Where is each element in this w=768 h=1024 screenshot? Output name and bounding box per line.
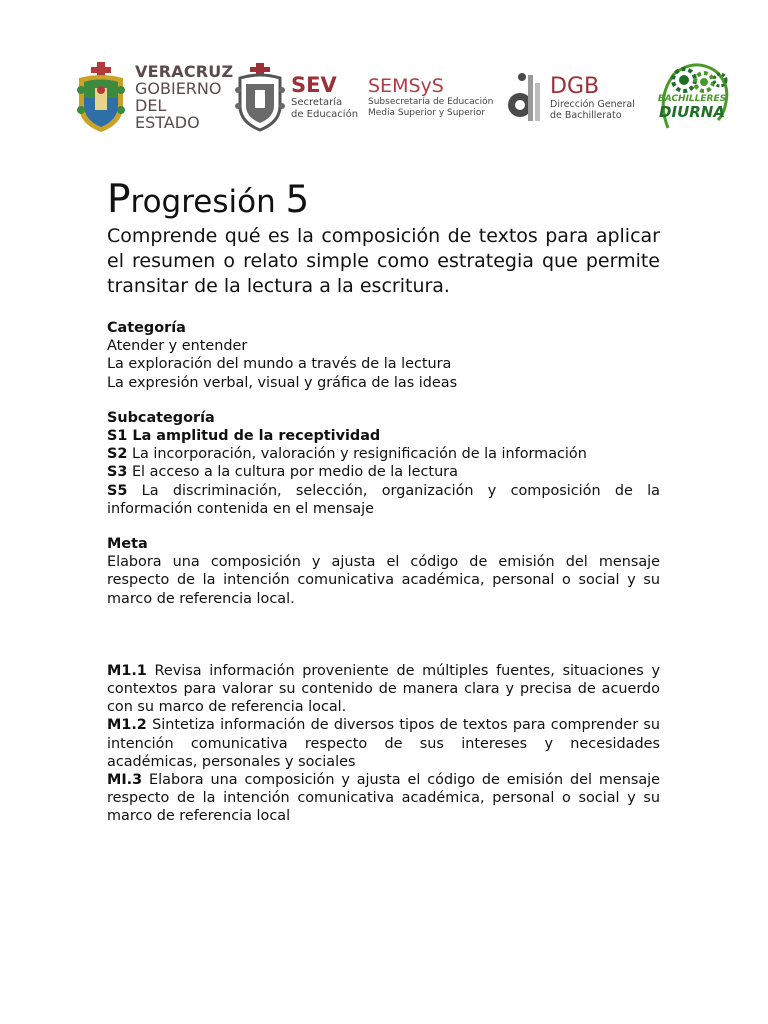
- meta-code: MI.3: [107, 772, 143, 789]
- logo-veracruz: [73, 58, 233, 136]
- meta-item-text: Elabora una composición y ajusta el código de emisión del mensaje respecto de la intención comunicativa académica, personal o social y su marco de referencia local: [107, 772, 660, 825]
- categoria-item: Atender y entender: [107, 338, 248, 355]
- veracruz-line3: DEL ESTADO: [135, 96, 200, 132]
- semsys-line1: Subsecretaría de Educación: [368, 97, 494, 107]
- logo-bachilleres-diurna: [648, 58, 734, 136]
- meta-code: M1.1: [107, 662, 147, 679]
- subcategoria-code: S3: [107, 464, 128, 481]
- veracruz-line2: GOBIERNO: [135, 79, 222, 98]
- subcategoria-item: [107, 482, 660, 518]
- subcategoria-text: La amplitud de la receptividad: [127, 428, 381, 445]
- logo-sev: [233, 58, 368, 136]
- diurna-line2: DIURNA: [659, 103, 725, 121]
- meta-text: Elabora una composición y ajusta el código de emisión del mensaje respecto de la intención comunicativa académica, personal o social y su marco de referencia local.: [107, 554, 660, 607]
- subcategoria-item: [107, 463, 660, 481]
- semsys-line2: Media Superior y Superior: [368, 108, 486, 118]
- meta-heading: Meta: [107, 536, 148, 553]
- subcategoria-text: La discriminación, selección, organización y composición de la información contenida en el mensaje: [107, 482, 660, 517]
- subcategoria-item: [107, 427, 660, 445]
- subcategoria-code: S2: [107, 446, 128, 463]
- page-title: [107, 178, 660, 224]
- title-rest: rogresión: [130, 184, 286, 220]
- veracruz-shield-icon: [73, 60, 129, 134]
- subcategoria-text: La incorporación, valoración y resignificación de la información: [127, 446, 587, 463]
- meta-item: [107, 662, 660, 717]
- meta-item-text: Sintetiza información de diversos tipos de textos para comprender su intención comunicativa respecto de sus intereses y necesidades académicas, personales y sociales: [107, 717, 660, 770]
- dgb-emblem-icon: [508, 67, 544, 127]
- veracruz-line1: VERACRUZ: [135, 62, 234, 81]
- categoria-heading: Categoría: [107, 320, 186, 336]
- document-body: [107, 178, 660, 826]
- dgb-line1: Dirección General: [550, 98, 635, 110]
- categoria-item: La exploración del mundo a través de la lectura: [107, 356, 452, 373]
- title-number: 5: [285, 178, 310, 221]
- dgb-title: DGB: [550, 73, 600, 99]
- sev-line1: Secretaría: [291, 97, 343, 108]
- sev-title: SEV: [291, 73, 337, 97]
- meta-item: [107, 771, 660, 826]
- subcategoria-heading: Subcategoría: [107, 409, 215, 426]
- meta-code: M1.2: [107, 717, 147, 734]
- sev-line2: de Educación: [291, 109, 359, 120]
- logo-dgb: [508, 58, 648, 136]
- progression-description: Comprende qué es la composición de textos para aplicar el resumen o relato simple como estrategia que permite transitar de la lectura a la escritura.: [107, 225, 660, 297]
- subcategoria-text: El acceso a la cultura por medio de la lectura: [127, 464, 458, 481]
- header-logos: [73, 58, 741, 136]
- subcategoria-item: [107, 445, 660, 463]
- subcategoria-code: S1: [107, 428, 128, 445]
- meta-item: [107, 716, 660, 771]
- diurna-line1: BACHILLERES: [657, 94, 727, 104]
- title-initial: P: [107, 177, 131, 222]
- semsys-title: SEMSyS: [368, 75, 444, 97]
- sev-shield-icon: [233, 62, 287, 132]
- meta-item-text: Revisa información proveniente de múltiples fuentes, situaciones y contextos para valorar su contenido de manera clara y precisa de acuerdo con su marco de referencia local.: [107, 662, 660, 716]
- subcategoria-code: S5: [107, 482, 128, 499]
- logo-semsys: [368, 58, 508, 136]
- dgb-line2: de Bachillerato: [550, 109, 622, 121]
- categoria-item: La expresión verbal, visual y gráfica de las ideas: [107, 374, 458, 391]
